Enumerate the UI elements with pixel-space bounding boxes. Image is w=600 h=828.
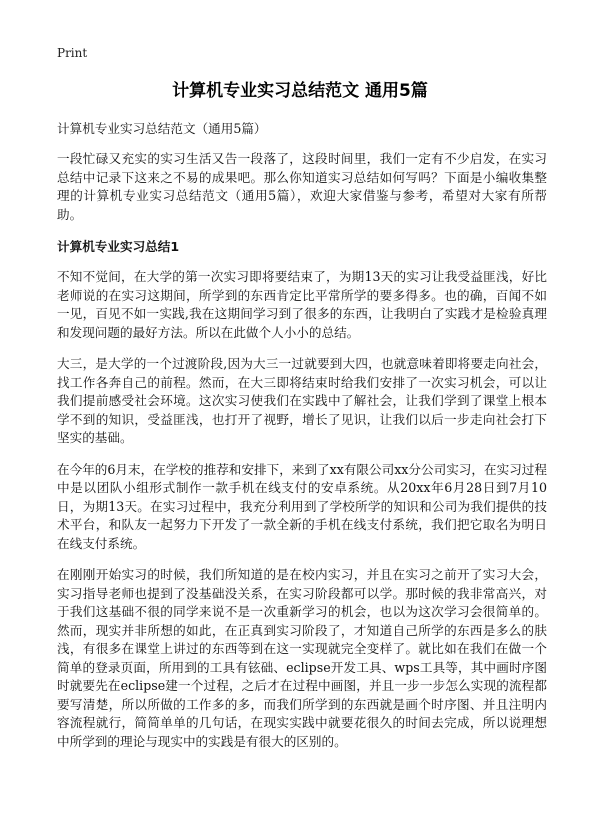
document-body: [57, 120, 547, 764]
intro-paragraph: 一段忙碌又充实的实习生活又告一段落了，这段时间里，我们一定有不少启发，在实习总结中记录下这来之不易的成果吧。那么你知道实习总结如何写吗？下面是小编收集整理的计算机专业实习总结范文（通用5篇），欢迎大家借鉴与参考，希望对大家有所帮助。: [57, 151, 547, 222]
print-label[interactable]: Print: [57, 46, 88, 60]
document-title: 计算机专业实习总结范文 通用5篇: [172, 81, 428, 101]
paragraph-1: 不知不觉间，在大学的第一次实习即将要结束了，为期13天的实习让我受益匪浅，好比老师说的在实习这期间，所学到的东西肯定比平常所学的要多得多。也的确，百闻不如一见，百见不如一实践,我在这期间学习到了很多的东西，让我明白了实践才是检验真理和发现问题的最好方法。所以在此做个人小小的总结。: [57, 269, 547, 340]
paragraph-4: 在刚刚开始实习的时候，我们所知道的是在校内实习，并且在实习之前开了实习大会，实习指导老师也提到了没基础没关系，在实习阶段都可以学。那时候的我非常高兴，对于我们这基础不很的同学来说不是一次重新学习的机会，也以为这次学习会很简单的。然而，现实并非所想的如此，在正真到实习阶段了，才知道自己所学的东西是多么的肤浅，有很多在课堂上讲过的东西等到在这一实现就完全变样了。就比如在我们在做一个简单的登录页面，所用到的工具有铉础、eclipse开发工具、wps工具等，其中画时序图时就要先在eclipse建一个过程，之后才在过程中画图，并且一步一步怎么实现的流程都要写清楚，所以所做的工作多的多，而我们所学到的东西就是画个时序图、并且注明内容流程就行，简简单单的几句话，在现实实践中就要花很久的时间去完成，所以说理想中所学到的理论与现实中的实践是有很大的区别的。: [57, 567, 547, 749]
paragraph-3: 在今年的6月末，在学校的推荐和安排下，来到了xx有限公司xx分公司实习，在实习过程中是以团队小组形式制作一款手机在线支付的安卓系统。从20xx年6月28日到7月10日，为期13天。在实习过程中，我充分利用到了学校所学的知识和公司为我们提供的技术平台，和队友一起努力下开发了一款全新的手机在线支付系统，我们把它取名为明日在线支付系统。: [57, 461, 547, 551]
paragraph-2: 大三，是大学的一个过渡阶段,因为大三一过就要到大四，也就意味着即将要走向社会，找工作各奔自己的前程。然而，在大三即将结束时给我们安排了一次实习机会，可以让我们提前感受社会环境。这次实习使我们在实践中了解社会，让我们学到了课堂上根本学不到的知识，受益匪浅，也打开了视野，增长了见识，让我们以后一步走向社会打下坚实的基础。: [57, 356, 547, 445]
document-subtitle: 计算机专业实习总结范文（通用5篇）: [57, 121, 267, 136]
section-heading: 计算机专业实习总结1: [57, 239, 180, 254]
